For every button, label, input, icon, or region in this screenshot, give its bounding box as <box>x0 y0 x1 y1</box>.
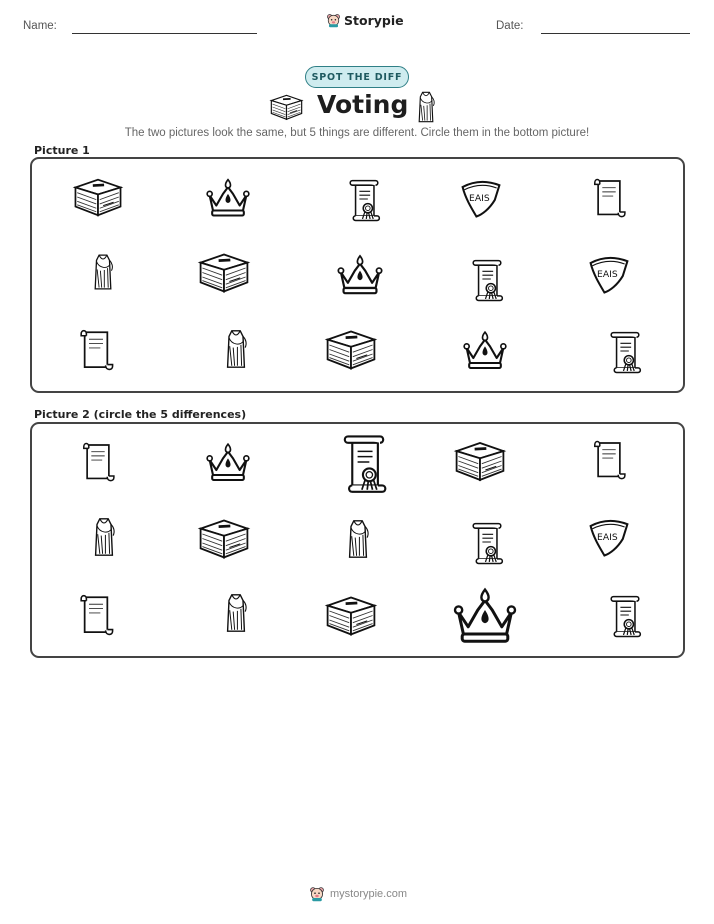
ballot-box-icon <box>197 249 251 296</box>
ballot-box-icon[interactable] <box>197 515 251 562</box>
name-label: Name: <box>23 20 57 32</box>
shield-icon[interactable] <box>584 515 634 561</box>
ballot-box-icon[interactable] <box>324 592 378 639</box>
crown-icon[interactable] <box>203 441 253 484</box>
toga-icon[interactable] <box>344 516 372 562</box>
brand-name: Storypie <box>344 13 404 28</box>
ballot-box-icon <box>72 174 124 220</box>
toga-icon[interactable] <box>222 589 250 637</box>
crown-icon <box>203 177 253 219</box>
ballot-box-icon <box>324 326 378 373</box>
bear-icon <box>326 13 341 28</box>
ballot-box-icon[interactable] <box>453 437 507 485</box>
shield-icon <box>584 252 634 298</box>
spot-the-diff-badge: SPOT THE DIFF <box>305 66 409 88</box>
scroll-icon[interactable] <box>586 438 632 484</box>
page-title: Voting <box>317 90 409 119</box>
certificate-icon <box>344 176 384 222</box>
certificate-icon[interactable] <box>604 592 646 638</box>
crown-icon[interactable] <box>449 584 521 648</box>
date-field[interactable] <box>541 33 690 34</box>
scroll-icon[interactable] <box>75 440 121 486</box>
toga-icon[interactable] <box>90 514 118 560</box>
ballot-box-icon <box>269 92 304 122</box>
certificate-icon[interactable] <box>334 430 394 494</box>
certificate-icon[interactable] <box>466 519 508 565</box>
toga-icon <box>90 249 116 295</box>
certificate-icon <box>604 328 646 374</box>
name-field[interactable] <box>72 33 257 34</box>
shield-icon <box>457 176 505 222</box>
scroll-icon <box>73 327 119 375</box>
bear-icon <box>309 886 325 902</box>
certificate-icon <box>466 256 508 302</box>
scroll-icon[interactable] <box>73 592 119 640</box>
footer <box>309 886 407 902</box>
toga-icon <box>222 325 250 373</box>
picture1-label: Picture 1 <box>34 144 90 157</box>
crown-icon <box>334 253 386 297</box>
picture2-label: Picture 2 (circle the 5 differences) <box>34 408 247 421</box>
instructions: The two pictures look the same, but 5 things are different. Circle them in the bottom picture! <box>124 127 590 139</box>
toga-icon <box>414 90 438 124</box>
scroll-icon <box>587 176 631 222</box>
footer-url[interactable]: mystorypie.com <box>330 888 408 900</box>
crown-icon <box>460 328 510 373</box>
date-label: Date: <box>496 20 524 32</box>
brand-logo <box>326 13 404 28</box>
